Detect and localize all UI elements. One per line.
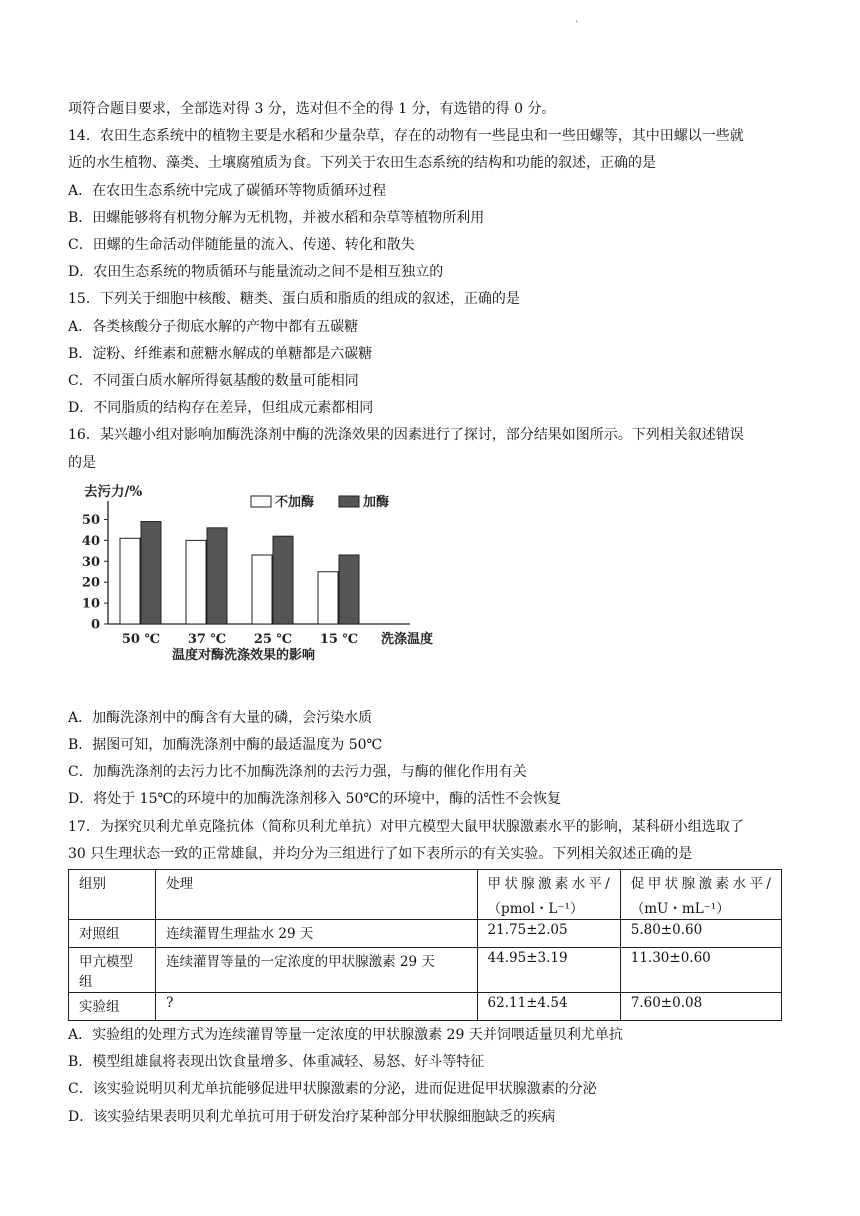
- y-tick-label: 40: [81, 533, 100, 549]
- q17-option-d: D．该实验结果表明贝利尤单抗可用于研发治疗某种部分甲状腺细胞缺乏的疾病: [68, 1108, 556, 1125]
- q16-stem-line-1: 16．某兴趣小组对影响加酶洗涤剂中酶的洗涤效果的因素进行了探讨，部分结果如图所示。下列相关叙述错误: [68, 427, 744, 444]
- q15-option-a: A．各类核酸分子彻底水解的产物中都有五碳糖: [68, 318, 359, 335]
- table-cell: 连续灌胃等量的一定浓度的甲状腺激素 29 天: [156, 948, 477, 993]
- x-tick-label: 25 ℃: [253, 631, 293, 647]
- bar-enzyme: [207, 528, 227, 624]
- x-tick-label: 15 ℃: [319, 631, 359, 647]
- q14-option-b: B．田螺能够将有机物分解为无机物，并被水稻和杂草等植物所利用: [68, 209, 485, 226]
- bar-no-enzyme: [186, 540, 206, 624]
- y-tick-label: 20: [81, 575, 100, 591]
- q15-option-c: C．不同蛋白质水解所得氨基酸的数量可能相同: [68, 373, 359, 390]
- q14-stem-line-1: 14．农田生态系统中的植物主要是水稻和少量杂草，存在的动物有一些昆虫和一些田螺等，其中田螺以一些就: [68, 128, 744, 145]
- q15-option-b: B．淀粉、纤维素和蔗糖水解成的单糖都是六碳糖: [68, 345, 373, 362]
- q16-option-b: B．据图可知，加酶洗涤剂中酶的最适温度为 50℃: [68, 737, 383, 754]
- question-15: [68, 286, 798, 422]
- q14-option-c: C．田螺的生命活动伴随能量的流入、传递、转化和散失: [68, 237, 415, 254]
- bar-no-enzyme: [252, 555, 272, 624]
- header-thyroid-hormone: 甲状腺激素水平/ （pmol・L⁻¹）: [477, 870, 620, 920]
- x-tick-label: 37 ℃: [187, 631, 227, 647]
- q14-option-d: D．农田生态系统的物质循环与能量流动之间不是相互独立的: [68, 264, 444, 281]
- q17-stem-line-1: 17．为探究贝利尤单克隆抗体（简称贝利尤单抗）对甲亢模型大鼠甲状腺激素水平的影响，某科研小组选取了: [68, 818, 744, 835]
- q16-option-c: C．加酶洗涤剂的去污力比不加酶洗涤剂的去污力强，与酶的催化作用有关: [68, 764, 527, 781]
- y-tick-label: 10: [81, 596, 100, 612]
- q15-stem: 15．下列关于细胞中核酸、糖类、蛋白质和脂质的组成的叙述，正确的是: [68, 291, 520, 308]
- table-row: [69, 920, 782, 948]
- detergent-temperature-chart: [68, 479, 468, 705]
- q16-chart: [68, 479, 798, 705]
- table-cell: 甲亢模型组: [69, 948, 156, 993]
- table-cell: 7.60±0.08: [620, 993, 781, 1021]
- exam-page: [68, 96, 798, 1131]
- table-cell: ?: [156, 993, 477, 1021]
- question-17: [68, 814, 798, 1131]
- header-mark: .: [575, 14, 579, 25]
- table-cell: 44.95±3.19: [477, 948, 620, 993]
- q16-option-d: D．将处于 15℃的环境中的加酶洗涤剂移入 50℃的环境中，酶的活性不会恢复: [68, 791, 562, 808]
- q14-stem-line-2: 近的水生植物、藻类、土壤腐殖质为食。下列关于农田生态系统的结构和功能的叙述，正确的是: [68, 155, 656, 172]
- header-tsh: 促甲状腺激素水平/ （mU・mL⁻¹）: [620, 870, 781, 920]
- legend-swatch-enzyme: [339, 496, 359, 507]
- bar-enzyme: [273, 536, 293, 624]
- table-header-row: [69, 870, 782, 920]
- x-axis-label: 洗涤温度: [381, 631, 434, 647]
- table-cell: 连续灌胃生理盐水 29 天: [156, 920, 477, 948]
- q17-option-c: C．该实验说明贝利尤单抗能够促进甲状腺激素的分泌，进而促进促甲状腺激素的分泌: [68, 1081, 597, 1098]
- table-cell: 21.75±2.05: [477, 920, 620, 948]
- q17-option-b: B．模型组雄鼠将表现出饮食量增多、体重减轻、易怒、好斗等特征: [68, 1054, 485, 1071]
- header-group: 组别: [69, 870, 156, 920]
- bar-no-enzyme: [120, 538, 140, 624]
- table-cell: 11.30±0.60: [620, 948, 781, 993]
- q16-stem-line-2: 的是: [68, 454, 96, 471]
- table-cell: 实验组: [69, 993, 156, 1021]
- q16-option-a: A．加酶洗涤剂中的酶含有大量的磷，会污染水质: [68, 709, 373, 726]
- legend-label-enzyme: 加酶: [363, 494, 390, 510]
- q14-option-a: A．在农田生态系统中完成了碳循环等物质循环过程: [68, 182, 387, 199]
- question-14: [68, 123, 798, 286]
- table-cell: 62.11±4.54: [477, 993, 620, 1021]
- table-row: [69, 993, 782, 1021]
- bar-no-enzyme: [318, 572, 338, 624]
- x-tick-label: 50 ℃: [121, 631, 161, 647]
- bar-enzyme: [339, 555, 359, 624]
- table-row: [69, 948, 782, 993]
- question-16: [68, 422, 798, 813]
- chart-caption: 温度对酶洗涤效果的影响: [172, 647, 316, 663]
- y-tick-label: 0: [90, 617, 100, 633]
- table-cell: 5.80±0.60: [620, 920, 781, 948]
- y-tick-label: 30: [81, 554, 100, 570]
- header-treatment: 处理: [156, 870, 477, 920]
- legend-swatch-no-enzyme: [251, 496, 271, 507]
- y-axis-label: 去污力/%: [84, 483, 143, 500]
- experiment-table: [68, 869, 782, 1021]
- section-intro: 项符合题目要求，全部选对得 3 分，选对但不全的得 1 分，有选错的得 0 分。: [68, 101, 556, 117]
- q17-option-a: A．实验组的处理方式为连续灌胃等量一定浓度的甲状腺激素 29 天并饲喂适量贝利尤单抗: [68, 1027, 623, 1044]
- q17-stem-line-2: 30 只生理状态一致的正常雄鼠，并均分为三组进行了如下表所示的有关实验。下列相关叙述正确的是: [68, 845, 693, 862]
- table-cell: 对照组: [69, 920, 156, 948]
- q15-option-d: D．不同脂质的结构存在差异，但组成元素都相同: [68, 400, 374, 417]
- legend-label-no-enzyme: 不加酶: [275, 494, 315, 510]
- y-tick-label: 50: [81, 512, 100, 528]
- bar-enzyme: [141, 521, 161, 623]
